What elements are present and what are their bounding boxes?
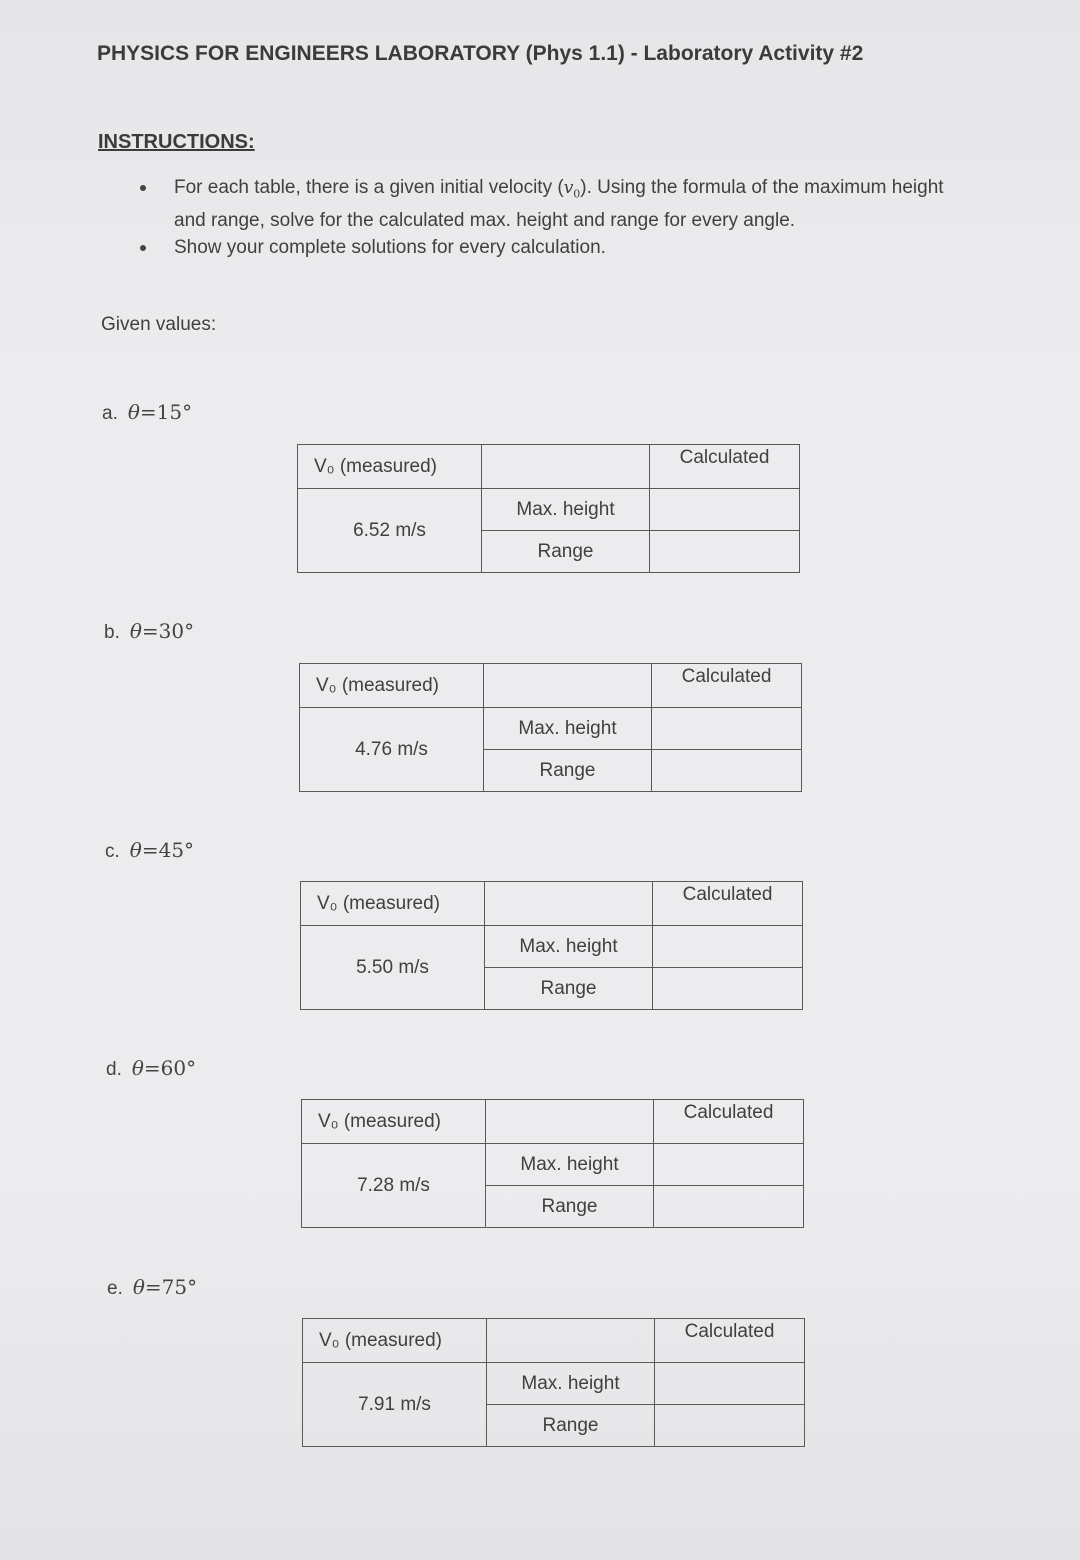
range-label: Range (482, 531, 650, 573)
angle-equation: θ=75° (132, 1275, 198, 1299)
data-table (302, 1318, 805, 1447)
v0-value: 7.91 m/s (303, 1363, 487, 1447)
v0-value: 5.50 m/s (301, 926, 485, 1010)
range-answer-cell[interactable] (653, 968, 803, 1010)
v0-header: V₀ (measured) (302, 1100, 486, 1144)
angle-equation: θ=60° (131, 1056, 197, 1080)
empty-cell (482, 445, 650, 489)
range-label: Range (484, 750, 652, 792)
instruction-item (136, 234, 976, 261)
instruction-text: ). Using the formula of the maximum height and range, solve for the calculated max. height and range for every angle. (174, 177, 944, 232)
case-label: c. θ=45° (105, 838, 195, 862)
calculated-header: Calculated (652, 664, 802, 708)
max-height-label: Max. height (486, 1144, 654, 1186)
empty-cell (486, 1100, 654, 1144)
empty-cell (487, 1319, 655, 1363)
range-answer-cell[interactable] (654, 1186, 804, 1228)
case-label: d. θ=60° (106, 1056, 197, 1080)
v0-header: V₀ (measured) (303, 1319, 487, 1363)
page-title: PHYSICS FOR ENGINEERS LABORATORY (Phys 1.1) - Laboratory Activity #2 (97, 42, 864, 65)
calculated-header: Calculated (654, 1100, 804, 1144)
case-label: e. θ=75° (107, 1275, 198, 1299)
angle-equation: θ=30° (129, 619, 195, 643)
max-height-label: Max. height (487, 1363, 655, 1405)
instructions-heading: INSTRUCTIONS: (98, 131, 255, 153)
empty-cell (485, 882, 653, 926)
instruction-text: For each table, there is a given initial velocity ( (174, 177, 564, 198)
angle-equation: θ=15° (127, 400, 193, 424)
v0-value: 6.52 m/s (298, 489, 482, 573)
initial-velocity-symbol: $v_0$ (563, 178, 581, 201)
max-height-label: Max. height (482, 489, 650, 531)
range-label: Range (486, 1186, 654, 1228)
max-height-answer-cell[interactable] (654, 1144, 804, 1186)
v0-value: 7.28 m/s (302, 1144, 486, 1228)
bullet-icon (140, 245, 146, 251)
max-height-answer-cell[interactable] (652, 708, 802, 750)
v0-value: 4.76 m/s (300, 708, 484, 792)
range-label: Range (487, 1405, 655, 1447)
calculated-header: Calculated (655, 1319, 805, 1363)
data-table (300, 881, 803, 1010)
instruction-text: Show your complete solutions for every calculation. (174, 237, 606, 259)
v0-header: V₀ (measured) (298, 445, 482, 489)
angle-equation: θ=45° (129, 838, 195, 862)
max-height-label: Max. height (485, 926, 653, 968)
max-height-answer-cell[interactable] (655, 1363, 805, 1405)
calculated-header: Calculated (650, 445, 800, 489)
empty-cell (484, 664, 652, 708)
max-height-answer-cell[interactable] (650, 489, 800, 531)
data-table (297, 444, 800, 573)
calculated-header: Calculated (653, 882, 803, 926)
data-table (299, 663, 802, 792)
range-answer-cell[interactable] (655, 1405, 805, 1447)
case-label: a. θ=15° (102, 400, 193, 424)
given-values-label: Given values: (101, 314, 217, 335)
v0-header: V₀ (measured) (301, 882, 485, 926)
range-answer-cell[interactable] (652, 750, 802, 792)
max-height-label: Max. height (484, 708, 652, 750)
range-label: Range (485, 968, 653, 1010)
instruction-item (136, 174, 976, 234)
v0-header: V₀ (measured) (300, 664, 484, 708)
case-label: b. θ=30° (104, 619, 195, 643)
max-height-answer-cell[interactable] (653, 926, 803, 968)
instructions-list (136, 174, 976, 261)
data-table (301, 1099, 804, 1228)
range-answer-cell[interactable] (650, 531, 800, 573)
bullet-icon (140, 185, 146, 191)
